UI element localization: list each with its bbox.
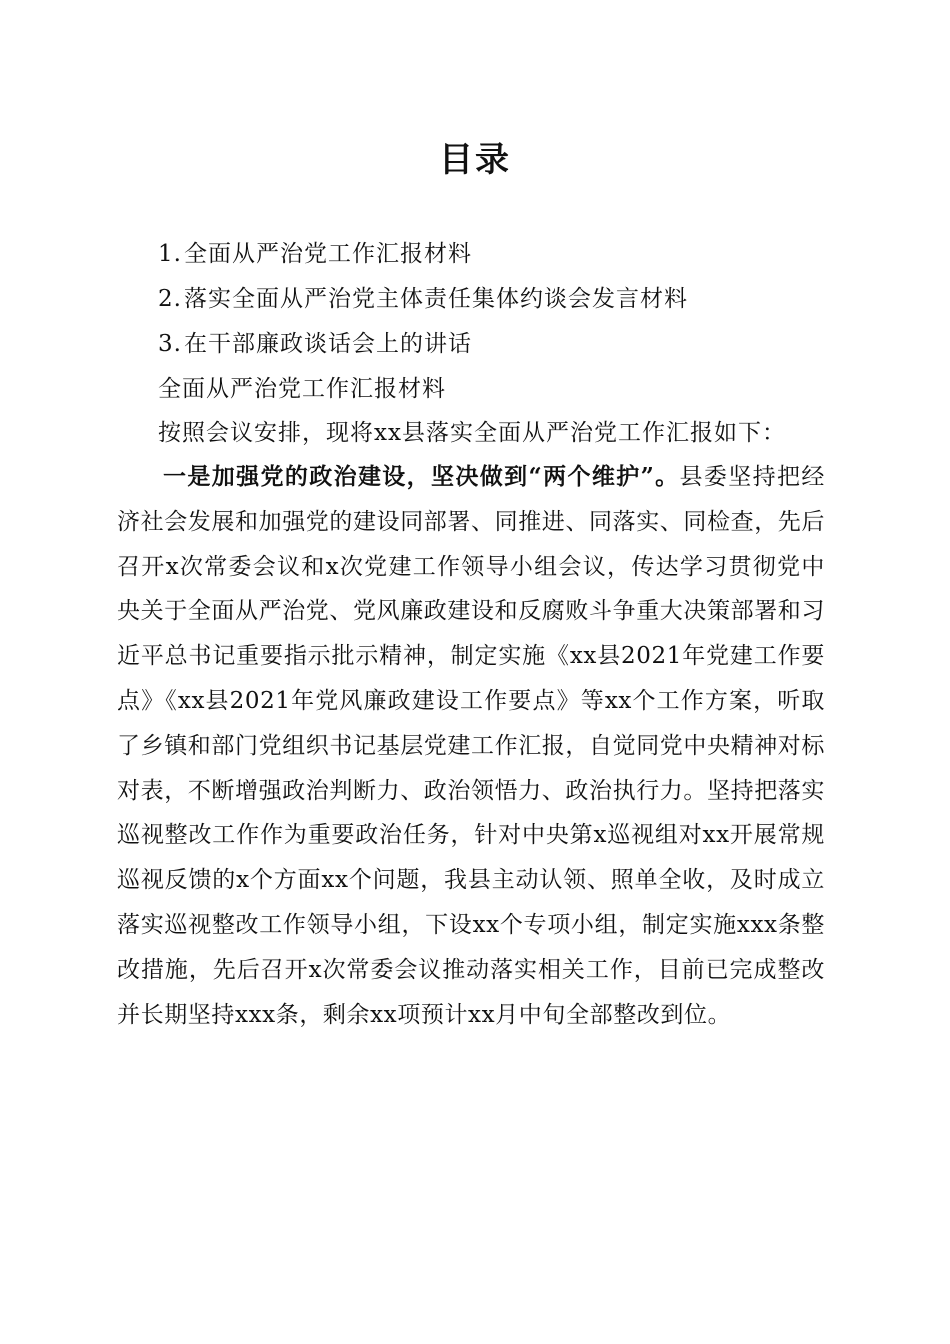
- intro-paragraph: 按照会议安排，现将xx县落实全面从严治党工作汇报如下：: [158, 420, 786, 446]
- toc-item: [158, 277, 838, 322]
- page-title: 目录: [439, 140, 511, 180]
- toc-item-label: 落实全面从严治党主体责任集体约谈会发言材料: [183, 286, 688, 312]
- toc-item: [158, 322, 838, 367]
- paragraph-body: 县委坚持把经济社会发展和加强党的建设同部署、同推进、同落实、同检查，先后召开x次常委会议和x次党建工作领导小组会议，传达学习贯彻党中央关于全面从严治党、党风廉政建设和反腐败斗争重大决策部署和习近平总书记重要指示批示精神，制定实施《xx县2021年党建工作要点》《xx县2021年党风廉政建设工作要点》等xx个工作方案，听取了乡镇和部门党组织书记基层党建工作汇报，自觉同党中央精神对标对表，不断增强政治判断力、政治领悟力、政治执行力。坚持把落实巡视整改工作作为重要政治任务，针对中央第x巡视组对xx开展常规巡视反馈的x个方面xx个问题，我县主动认领、照单全收，及时成立落实巡视整改工作领导小组，下设xx个专项小组，制定实施xxx条整改措施，先后召开x次常委会议推动落实相关工作，目前已完成整改并长期坚持xxx条，剩余xx项预计xx月中旬全部整改到位。: [117, 464, 825, 1028]
- toc-item-label: 在干部廉政谈话会上的讲话: [183, 331, 472, 357]
- section-title: 全面从严治党工作汇报材料: [158, 376, 446, 402]
- body-paragraph: [117, 455, 825, 1037]
- toc-item: [158, 232, 838, 277]
- toc-item-number: 3.: [158, 331, 182, 357]
- table-of-contents: [158, 232, 838, 367]
- toc-item-number: 2.: [158, 286, 182, 312]
- toc-item-label: 全面从严治党工作汇报材料: [183, 241, 472, 267]
- paragraph-lead: 一是加强党的政治建设，坚决做到“两个维护”。: [163, 463, 680, 490]
- toc-item-number: 1.: [158, 241, 182, 267]
